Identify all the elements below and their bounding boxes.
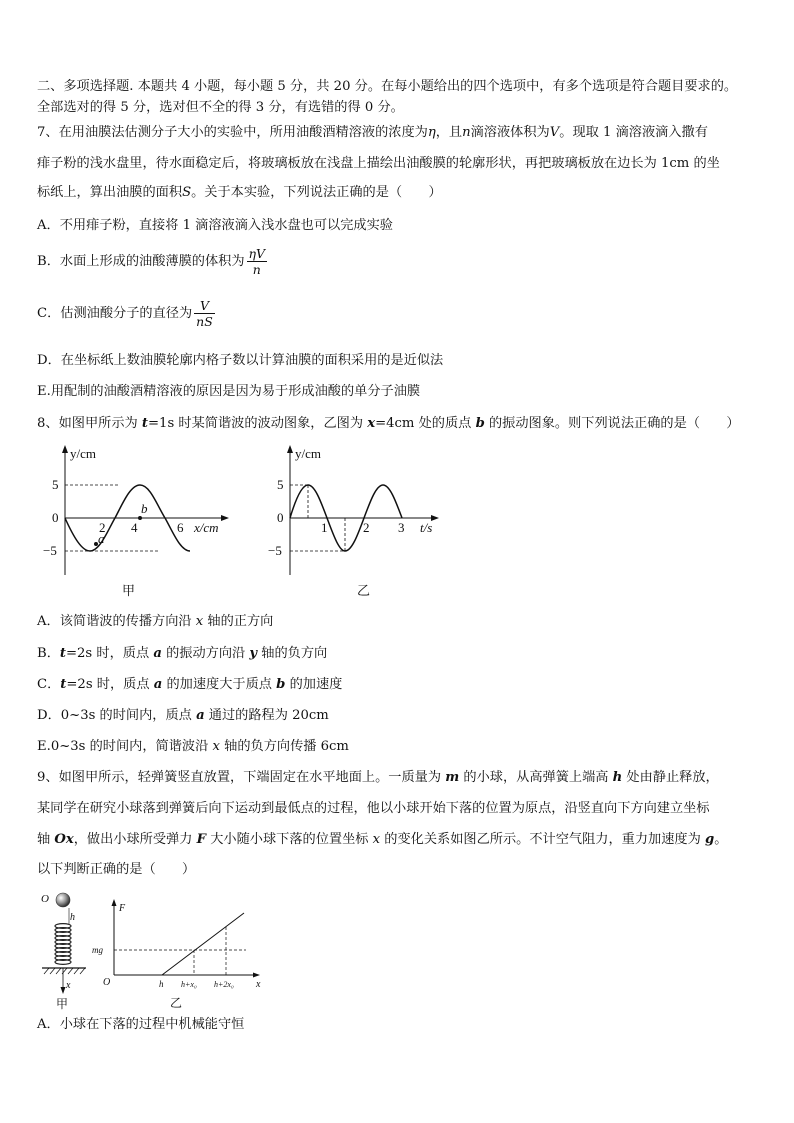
q7-option-b: B．水面上形成的油酸薄膜的体积为 $\frac{\eta V}{n}$ — [37, 246, 266, 277]
vibration-graph-tick-1: 1 — [321, 520, 328, 535]
section-line-1: 二、多项选择题. 本题共 4 小题，每小题 5 分，共 20 分。在每小题给出的四个选项中，有多个选项是符合题目要求的。 — [37, 79, 738, 94]
force-graph — [86, 895, 271, 1020]
wave-graph-y-zero: 0 — [52, 510, 59, 525]
spring-figure-h: h — [70, 912, 75, 923]
wave-graph-x-arrow — [221, 515, 229, 521]
q7-option-a: A．不用痱子粉，直接将 1 滴溶液滴入浅水盘也可以完成实验 — [37, 218, 393, 233]
force-graph-y-arrow — [112, 899, 117, 906]
q9-line-1: 9、如图甲所示，轻弹簧竖直放置，下端固定在水平地面上。一质量为 m 的小球，从高弹簧上端高 h 处由静止释放， — [37, 770, 719, 785]
q8-option-a: A．该简谐波的传播方向沿 x 轴的正方向 — [37, 614, 274, 629]
vibration-graph-y-min: −5 — [268, 543, 282, 558]
wave-graph-ylabel: y/cm — [70, 446, 96, 461]
spring-figure-coil — [55, 924, 71, 965]
q9-line-3: 轴 Ox，做出小球所受弹力 F 大小随小球下落的位置坐标 x 的变化关系如图乙所示。不计空气阻力，重力加速度为 g。 — [37, 832, 728, 847]
wave-graph-caption: 甲 — [122, 584, 136, 599]
vibration-graph-y-max: 5 — [277, 477, 284, 492]
spring-figure-x: x — [66, 980, 71, 991]
wave-graph-y-max: 5 — [52, 477, 59, 492]
q9-line-2: 某同学在研究小球落到弹簧后向下运动到最低点的过程，他以小球开始下落的位置为原点，沿竖直向下方向建立坐标 — [37, 801, 710, 816]
q7-line-3: 标纸上，算出油膜的面积S。关于本实验，下列说法正确的是（ ） — [37, 185, 442, 200]
vibration-graph-xlabel: t/s — [420, 520, 433, 535]
q8-option-c: C．t=2s 时，质点 a 的加速度大于质点 b 的加速度 — [37, 677, 343, 692]
spring-figure-caption: 甲 — [56, 997, 69, 1011]
q9-option-a: A．小球在下落的过程中机械能守恒 — [37, 1017, 245, 1032]
force-graph-h-2x0: h+2x₀ — [214, 980, 234, 989]
wave-graph — [30, 440, 240, 600]
vibration-graph-ylabel: y/cm — [295, 446, 321, 461]
wave-graph-point-b — [138, 516, 142, 520]
force-graph-caption: 乙 — [170, 996, 183, 1010]
wave-graph-xlabel: x/cm — [194, 520, 219, 535]
q9-line-4: 以下判断正确的是（ ） — [37, 862, 196, 877]
q7-option-c: C．估测油酸分子的直径为 $\frac{V}{nS}$ — [37, 298, 213, 329]
q8-option-e: E.0~3s 的时间内，简谐波沿 x 轴的负方向传播 6cm — [37, 739, 349, 754]
q8-option-d: D．0~3s 的时间内，质点 a 通过的路程为 20cm — [37, 708, 329, 723]
vibration-graph-tick-2: 2 — [363, 520, 370, 535]
q7-line-1: 7、在用油膜法估测分子大小的实验中，所用油酸酒精溶液的浓度为η，且n滴溶液体积为V。现取 1 滴溶液滴入撒有 — [37, 125, 708, 140]
q8-stem: 8、如图甲所示为 t=1s 时某简谐波的波动图象，乙图为 x=4cm 处的质点 b 的振动图象。则下列说法正确的是（ ） — [37, 416, 740, 431]
q7-option-b-fraction: $\frac{\eta V}{n}$ — [248, 246, 266, 277]
wave-graph-tick-4: 4 — [131, 520, 138, 535]
wave-graph-label-b: b — [141, 501, 148, 516]
vibration-graph-y-arrow — [287, 445, 293, 453]
vibration-graph — [255, 440, 455, 600]
q8-option-b: B．t=2s 时，质点 a 的振动方向沿 y 轴的负方向 — [37, 646, 328, 661]
q7-option-e: E.用配制的油酸酒精溶液的原因是因为易于形成油酸的单分子油膜 — [37, 384, 421, 399]
spring-figure-ball — [56, 893, 70, 907]
wave-graph-label-a: a — [98, 531, 105, 546]
spring-figure-origin: O — [41, 893, 49, 905]
force-graph-O: O — [103, 977, 111, 988]
vibration-graph-caption: 乙 — [357, 584, 371, 599]
wave-graph-y-arrow — [62, 445, 68, 453]
wave-graph-tick-6: 6 — [177, 520, 184, 535]
q7-option-c-fraction: $\frac{V}{nS}$ — [196, 298, 213, 329]
force-graph-F: F — [119, 903, 126, 914]
vibration-graph-tick-3: 3 — [398, 520, 405, 535]
force-graph-h-x0: h+x₀ — [181, 980, 197, 989]
spring-figure-hatch — [44, 968, 85, 974]
q7-line-2: 痱子粉的浅水盘里，待水面稳定后，将玻璃板放在浅盘上描绘出油酸膜的轮廓形状，再把玻璃板放在边长为 1cm 的坐 — [37, 156, 720, 171]
wave-graph-y-min: −5 — [43, 543, 57, 558]
force-graph-x: x — [256, 979, 261, 990]
force-graph-mg: mg — [92, 945, 103, 955]
q7-option-d: D．在坐标纸上数油膜轮廓内格子数以计算油膜的面积采用的是近似法 — [37, 353, 444, 368]
section-line-2: 全部选对的得 5 分，选对但不全的得 3 分，有选错的得 0 分。 — [37, 100, 404, 115]
spring-figure-x-arrow — [61, 987, 66, 994]
wave-graph-tick-2: 2 — [99, 520, 106, 535]
force-graph-line — [162, 913, 244, 975]
force-graph-h: h — [159, 979, 164, 989]
vibration-graph-y-zero: 0 — [277, 510, 284, 525]
force-graph-x-arrow — [253, 973, 260, 978]
